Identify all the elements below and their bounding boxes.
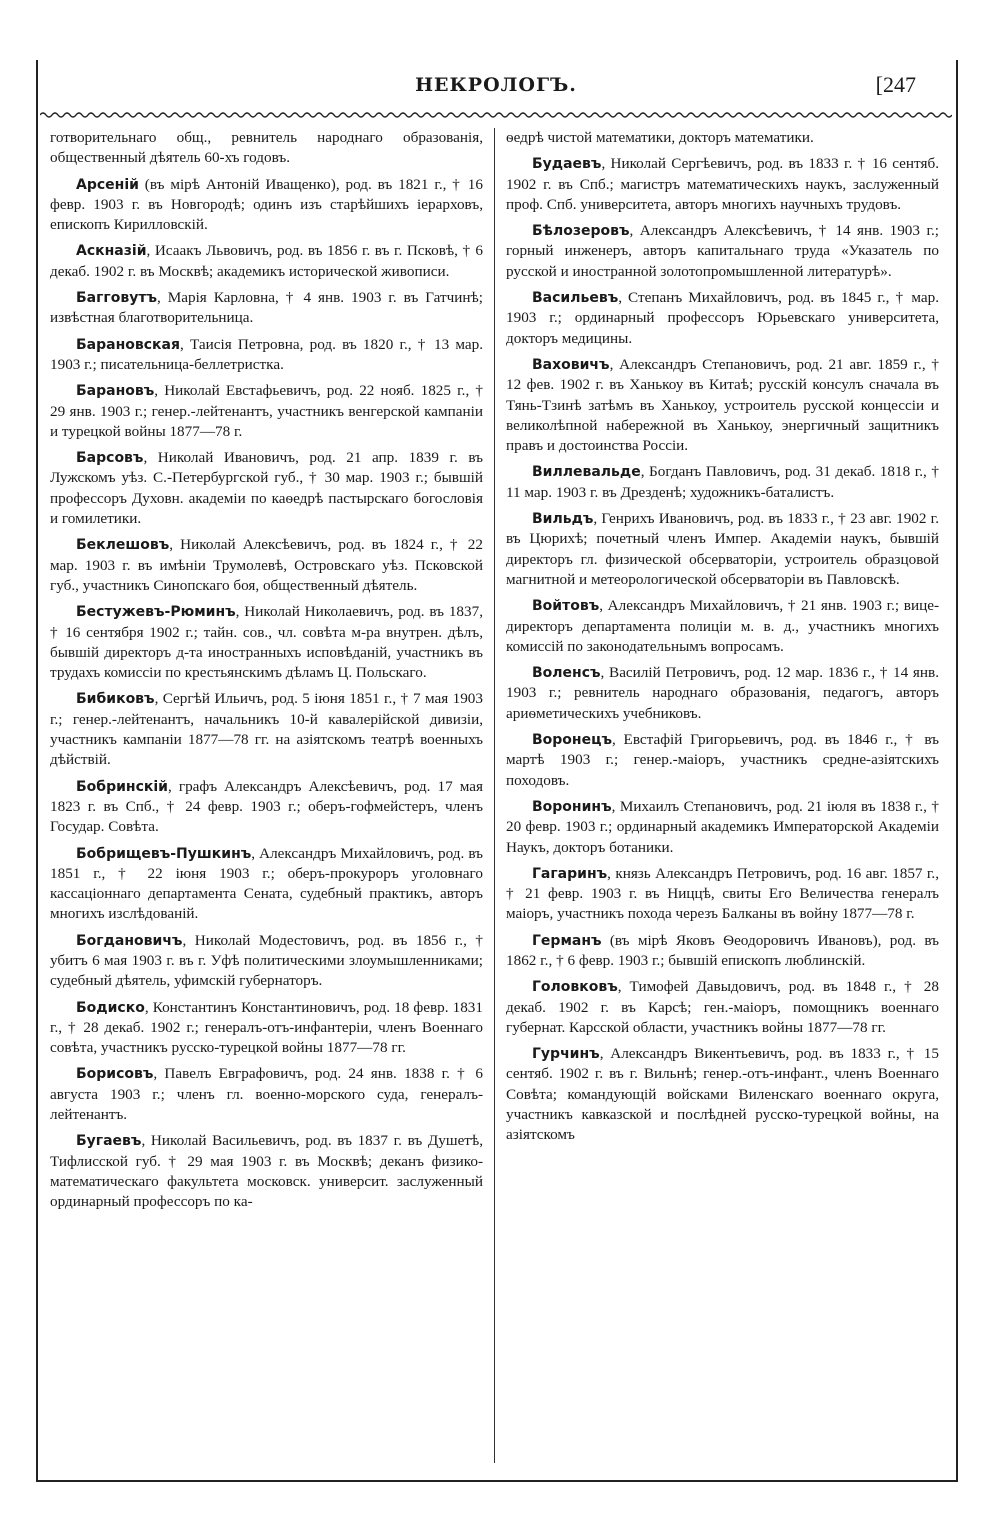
entry-text: , Степанъ Михайловичъ, род. въ 1845 г., † мар. 1903 г.; ординарный профессоръ Юрьевскаго университета, докторъ медицины.	[506, 289, 939, 347]
right-column	[495, 128, 939, 1463]
entry-name: Головковъ	[532, 979, 618, 996]
necrology-entry	[506, 355, 939, 456]
necrology-entry	[50, 1064, 483, 1125]
necrology-entry	[506, 221, 939, 282]
entry-text: , Богданъ Павловичъ, род. 31 декаб. 1818 г., † 11 мар. 1903 г. въ Дрезденѣ; художникъ-баталистъ.	[506, 463, 939, 501]
necrology-entry	[506, 931, 939, 972]
entry-name: Богдановичъ	[76, 932, 183, 949]
necrology-entry	[50, 602, 483, 683]
necrology-entry	[50, 777, 483, 838]
entry-name: Барановъ	[76, 383, 155, 400]
entry-text: , Сергѣй Ильичъ, род. 5 іюня 1851 г., † 7 мая 1903 г.; генер.-лейтенантъ, начальникъ 10-й кавалерійской дивизіи, участникъ кампаніи 1877—78 гг. на азіятскомъ театрѣ военныхъ дѣйствій.	[50, 690, 483, 769]
necrology-entry	[50, 931, 483, 992]
entry-name: Арсеній	[76, 176, 139, 193]
entry-text: готворительнаго общ., ревнитель народнаго образованія, общественный дѣятель 60-хъ годовъ.	[50, 129, 483, 167]
entry-name: Будаевъ	[532, 156, 602, 173]
entry-name: Воленсъ	[532, 665, 601, 682]
entry-text: , Константинъ Константиновичъ, род. 18 февр. 1831 г., † 28 декаб. 1902 г.; генералъ-отъ-инфантеріи, членъ Военнаго совѣта, участникъ русско-турецкой войны 1877—78 гг.	[50, 998, 483, 1057]
entry-name: Бестужевъ-Рюминъ	[76, 604, 236, 621]
necrology-entry	[506, 730, 939, 791]
entry-name: Беклешовъ	[76, 537, 170, 554]
entry-name: Багговутъ	[76, 290, 157, 307]
entry-text: , Василій Петровичъ, род. 12 мар. 1836 г., † 14 янв. 1903 г.; ревнитель народнаго образованія, педагогъ, авторъ ариѳметическихъ учебниковъ.	[506, 664, 939, 722]
necrology-entry	[50, 241, 483, 282]
page-header	[36, 74, 956, 114]
necrology-entry	[50, 381, 483, 442]
entry-text: , князь Александръ Петровичъ, род. 16 авг. 1857 г., † 21 февр. 1903 г. въ Ниццѣ, свиты Его Величества генералъ маіоръ, участникъ похода черезъ Балканы въ войну 1877—78 г.	[506, 864, 939, 923]
entry-text: , Николай Сергѣевичъ, род. въ 1833 г. † 16 сентяб. 1902 г. въ Спб.; магистръ математическихъ наукъ, заслуженный проф. Спб. университета, авторъ многихъ научныхъ трудовъ.	[506, 155, 939, 213]
entry-name: Аскназій	[76, 243, 147, 260]
entry-name: Гурчинъ	[532, 1046, 600, 1063]
entry-name: Германъ	[532, 932, 602, 949]
entry-text: , Александръ Михайловичъ, род. въ 1851 г., † 22 іюня 1903 г.; оберъ-прокуроръ уголовнаго кассаціоннаго департамента Сената, судебный практикъ, авторъ многихъ изслѣдованій.	[50, 844, 483, 923]
entry-text: , Марія Карловна, † 4 янв. 1903 г. въ Гатчинѣ; извѣстная благотворительница.	[50, 289, 483, 327]
necrology-entry	[506, 663, 939, 724]
wavy-rule-divider	[40, 110, 952, 120]
entry-text: (въ мірѣ Яковъ Ѳеодоровичъ Ивановъ), род. въ 1862 г., † 6 февр. 1903 г.; бывшій епископъ люблинскій.	[506, 931, 939, 969]
necrology-entry	[506, 596, 939, 657]
entry-text: , Генрихъ Ивановичъ, род. въ 1833 г., † 23 авг. 1902 г. въ Цюрихѣ; почетный членъ Импер. Академіи наукъ, бывшій директоръ гл. физической обсерваторіи, устроитель образцовой магнитной и метеорологической обсерваторіи въ Павловскѣ.	[506, 510, 939, 588]
entry-text: , Александръ Степановичъ, род. 21 авг. 1859 г., † 12 фев. 1902 г. въ Ханькоу въ Китаѣ; русскій консулъ сначала въ Тянь-Тзинѣ затѣмъ въ Ханькоу, устроитель русской концессіи и великолѣпной набережной въ Ханькоу, энергичный защитникъ правъ и достоинства Россіи.	[506, 355, 939, 455]
entry-name: Барановская	[76, 336, 180, 353]
entry-text: , Александръ Алексѣевичъ, † 14 янв. 1903 г.; горный инженеръ, авторъ капитальнаго труда «Указатель по русской и иностранной золотопромышленной литературѣ».	[506, 222, 939, 280]
left-column	[50, 128, 494, 1463]
necrology-entry	[506, 509, 939, 590]
entry-name: Бобринскій	[76, 778, 168, 795]
entry-name: Барсовъ	[76, 450, 144, 467]
entry-text: (въ мірѣ Антоній Иващенко), род. въ 1821 г., † 16 февр. 1903 г. въ Новгородѣ; одинъ изъ старѣйшихъ іерарховъ, епископъ Кирилловскій.	[50, 175, 483, 234]
necrology-columns	[50, 128, 940, 1463]
entry-text: , Таисія Петровна, род. въ 1820 г., † 13 мар. 1903 г.; писательница-беллетристка.	[50, 335, 483, 373]
necrology-entry	[50, 175, 483, 236]
necrology-entry	[50, 998, 483, 1059]
necrology-entry	[50, 844, 483, 925]
necrology-entry	[50, 1131, 483, 1212]
entry-text: , Николай Ивановичъ, род. 21 апр. 1839 г. въ Лужскомъ уѣз. С.-Петербургской губ., † 30 мар. 1903 г.; бывшій профессоръ Духовн. академіи по каѳедрѣ пастырскаго богословія и гомилетики.	[50, 449, 483, 528]
entry-name: Воронецъ	[532, 732, 612, 749]
necrology-entry	[50, 128, 483, 169]
necrology-entry	[50, 448, 483, 529]
entry-text: , Исаакъ Львовичъ, род. въ 1856 г. въ г. Псковѣ, † 6 декаб. 1902 г. въ Москвѣ; академикъ исторической живописи.	[50, 242, 483, 280]
necrology-entry	[506, 977, 939, 1038]
necrology-entry	[506, 128, 939, 148]
entry-text: ѳедрѣ чистой математики, докторъ математики.	[506, 129, 814, 146]
entry-text: , Николай Алексѣевичъ, род. въ 1824 г., † 22 мар. 1903 г. въ имѣніи Трумолевѣ, Островскаго уѣз. Псковской губ., участникъ Синопскаго боя, общественный дѣятель.	[50, 536, 483, 594]
necrology-entry	[506, 288, 939, 349]
entry-name: Гагаринъ	[532, 865, 608, 882]
necrology-entry	[50, 535, 483, 596]
entry-name: Войтовъ	[532, 598, 600, 615]
necrology-entry	[50, 288, 483, 329]
entry-text: , Николай Васильевичъ, род. въ 1837 г. въ Душетѣ, Тифлисской губ. † 29 мая 1903 г. въ Москвѣ; деканъ физико-математическаго факультета московск. университ. заслуженный ординарный профессоръ по ка-	[50, 1132, 483, 1211]
entry-text: , Николай Модестовичъ, род. въ 1856 г., † убитъ 6 мая 1903 г. въ г. Уфѣ политическими злоумышленниками; судебный дѣятель, уфимскій губернаторъ.	[50, 931, 483, 990]
entry-name: Бибиковъ	[76, 691, 155, 708]
entry-name: Воронинъ	[532, 798, 612, 815]
entry-text: , Тимофей Давыдовичъ, род. въ 1848 г., † 28 декаб. 1902 г. въ Карсѣ; ген.-маіоръ, помощникъ военнаго губернат. Карсской области, участникъ войны 1877—78 гг.	[506, 978, 939, 1036]
entry-text: , Николай Николаевичъ, род. въ 1837, † 16 сентября 1902 г.; тайн. сов., чл. совѣта м-ра внутрен. дѣлъ, бывшій директоръ д-та иностранныхъ исповѣданій, участникъ въ трудахъ комиссіи по крестьянскимъ дѣламъ Ц. Польскаго.	[50, 603, 483, 682]
entry-text: , Михаилъ Степановичъ, род. 21 іюля въ 1838 г., † 20 февр. 1903 г.; ординарный академикъ Императорской Академіи Наукъ, докторъ ботаники.	[506, 797, 939, 856]
necrology-entry	[506, 1044, 939, 1145]
entry-name: Виллевальде	[532, 464, 641, 481]
necrology-entry	[506, 797, 939, 858]
page-number: [247	[875, 72, 916, 97]
entry-name: Ваховичъ	[532, 356, 610, 373]
necrology-entry	[50, 335, 483, 376]
entry-text: , Николай Евстафьевичъ, род. 22 нояб. 1825 г., † 29 янв. 1903 г.; генер.-лейтенантъ, участникъ венгерской кампаніи и турецкой войны 1877—78 г.	[50, 382, 483, 440]
necrology-entry	[506, 154, 939, 215]
entry-name: Бобрищевъ-Пушкинъ	[76, 845, 252, 862]
entry-text: , графъ Александръ Алексѣевичъ, род. 17 мая 1823 г. въ Спб., † 24 февр. 1903 г.; оберъ-гофмейстеръ, членъ Государ. Совѣта.	[50, 777, 483, 836]
entry-text: , Александръ Викентьевичъ, род. въ 1833 г., † 15 сентяб. 1902 г. въ г. Вильнѣ; генер.-отъ-инфант., членъ Военнаго Совѣта; командующій войсками Виленскаго военнаго округа, участникъ кавказской и послѣдней русско-турецкой войны, на азіятскомъ	[506, 1045, 939, 1144]
entry-name: Бугаевъ	[76, 1133, 142, 1150]
entry-name: Бодиско	[76, 999, 145, 1016]
entry-name: Бѣлозеровъ	[532, 223, 630, 240]
entry-text: , Евстафій Григорьевичъ, род. въ 1846 г., † въ мартѣ 1903 г.; генер.-маіоръ, участникъ средне-азіятскихъ походовъ.	[506, 731, 939, 789]
entry-name: Вильдъ	[532, 511, 594, 528]
entry-text: , Александръ Михайловичъ, † 21 янв. 1903 г.; вице-директоръ департамента полиціи м. в. д., участникъ многихъ комиссій по законодательнымъ вопросамъ.	[506, 597, 939, 655]
necrology-entry	[50, 689, 483, 770]
necrology-entry	[506, 864, 939, 925]
running-title: НЕКРОЛОГЪ.	[415, 74, 577, 96]
entry-name: Борисовъ	[76, 1066, 154, 1083]
entry-name: Васильевъ	[532, 290, 619, 307]
entry-text: , Павелъ Евграфовичъ, род. 24 янв. 1838 г. † 6 августа 1903 г.; членъ гл. военно-морского суда, генералъ-лейтенантъ.	[50, 1065, 483, 1124]
necrology-entry	[506, 462, 939, 503]
